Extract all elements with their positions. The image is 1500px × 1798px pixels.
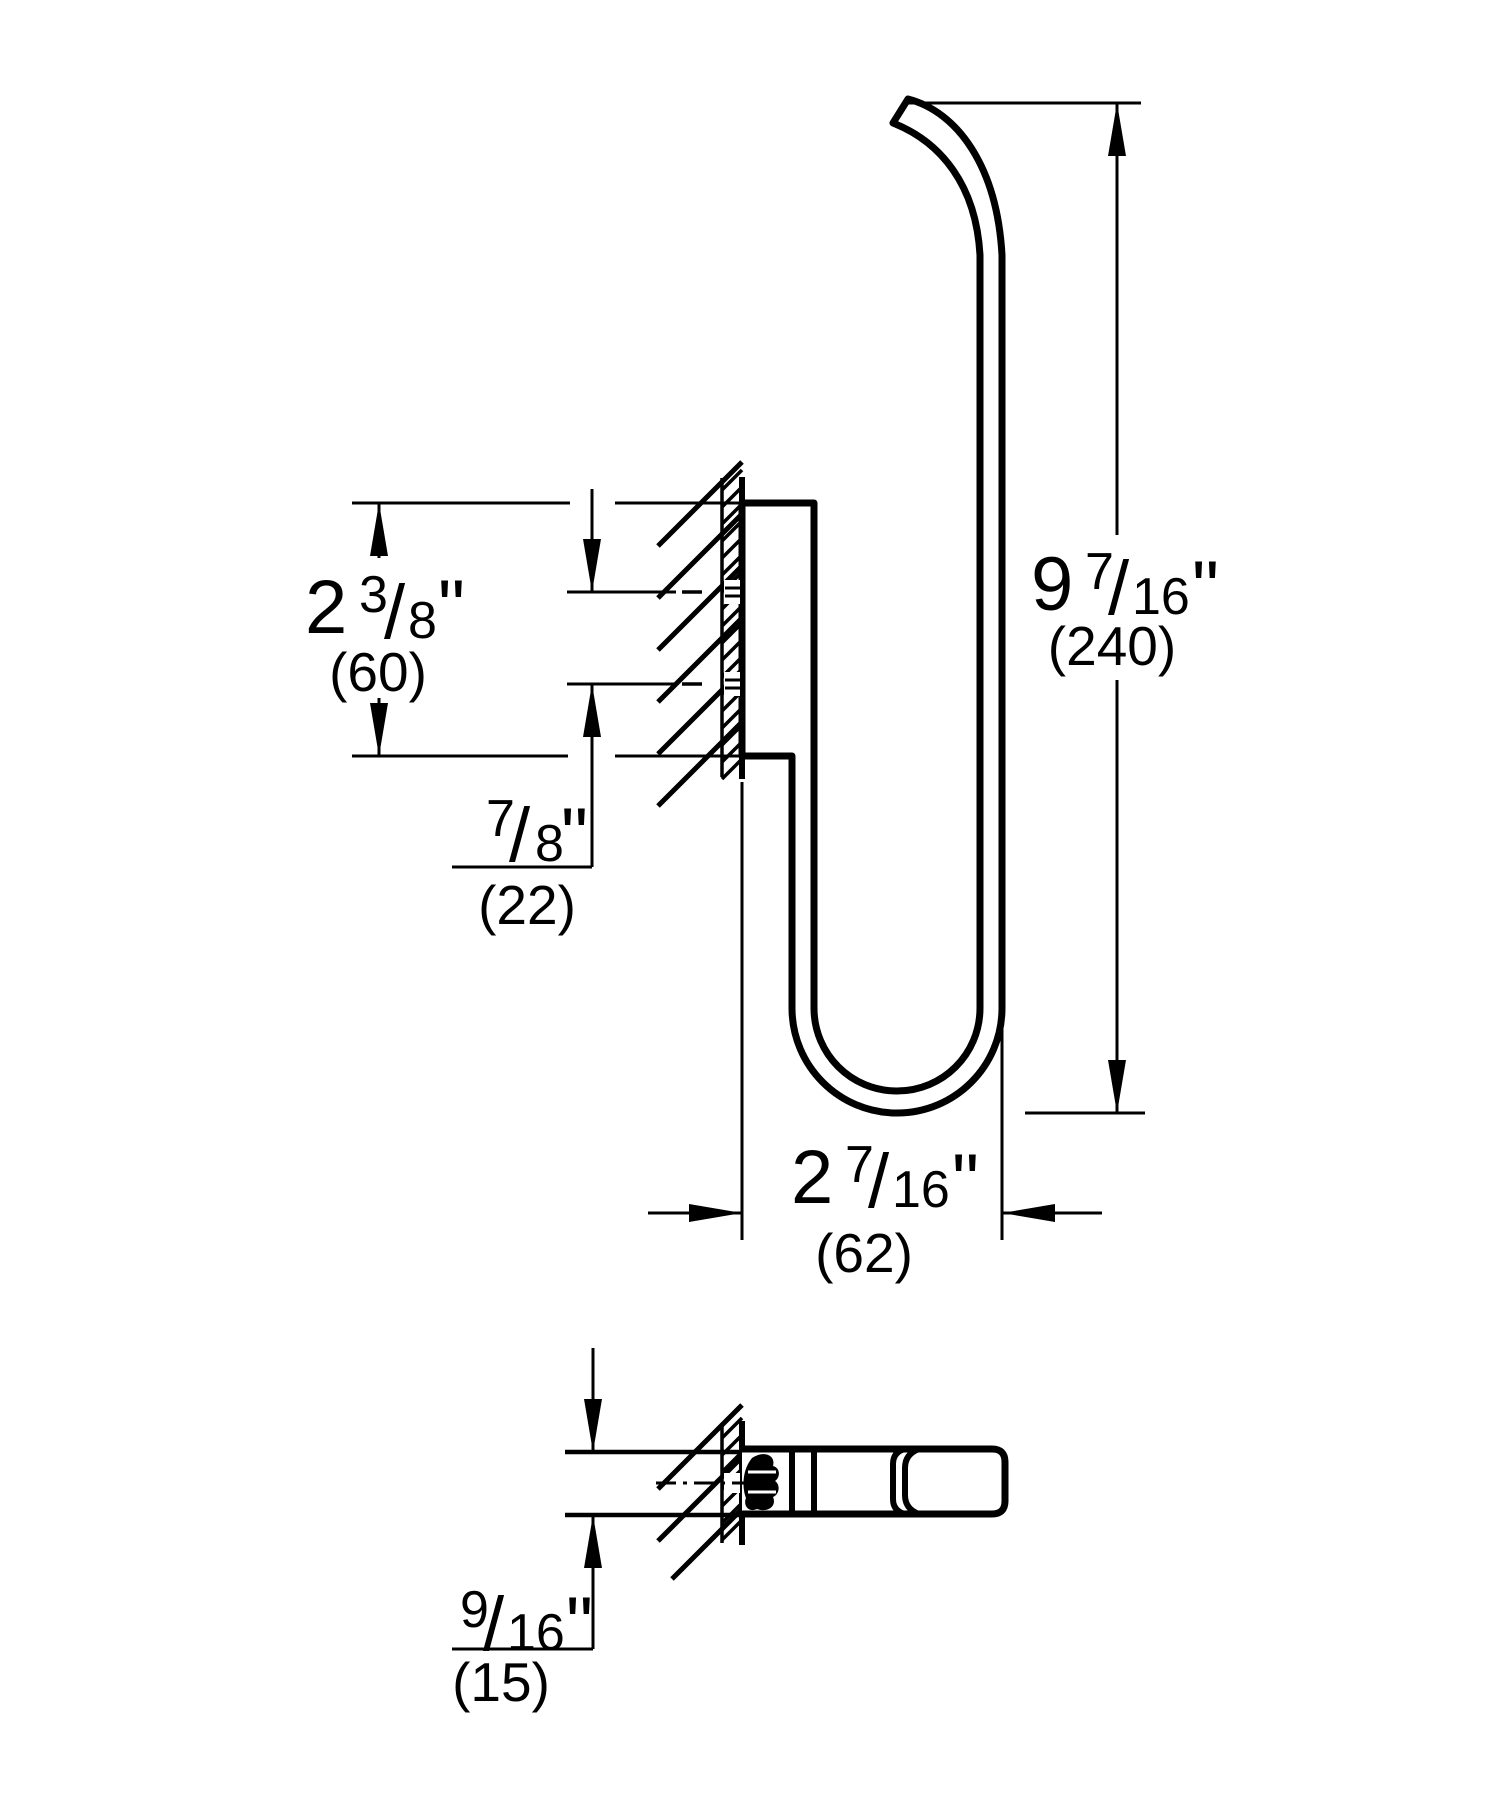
dim-metric: (60): [329, 641, 427, 703]
fraction-slash: /: [509, 793, 531, 878]
inch-mark: ": [1192, 546, 1219, 631]
inch-mark: ": [566, 1582, 593, 1667]
dim-denominator: 8: [535, 815, 564, 873]
arrow-down: [584, 1399, 602, 1452]
dim-metric: (15): [452, 1651, 550, 1713]
label-mount-height: [305, 565, 465, 703]
label-hole-spacing: [478, 790, 588, 936]
dim-denominator: 16: [1132, 568, 1190, 626]
side-view: [305, 99, 1219, 1284]
fraction-slash: /: [1108, 546, 1130, 631]
label-projection: [791, 1135, 979, 1284]
arrow-down: [583, 539, 601, 592]
fraction-slash: /: [483, 1582, 505, 1667]
inch-mark: ": [438, 565, 465, 650]
arrow-down: [1108, 1060, 1126, 1113]
dim-numerator: 7: [486, 790, 515, 848]
arrow-up: [584, 1515, 602, 1568]
label-thickness: [452, 1581, 593, 1713]
dim-metric: (62): [815, 1222, 913, 1284]
dim-metric: (240): [1047, 615, 1177, 677]
inch-mark: ": [952, 1139, 979, 1224]
hatch-gap-upper: [724, 580, 740, 604]
dim-metric: (22): [478, 874, 576, 936]
label-overall-height: [1031, 542, 1219, 677]
arrow-up: [370, 503, 388, 556]
dim-whole: 2: [305, 565, 348, 650]
dim-whole: 9: [1031, 542, 1074, 627]
dim-numerator: 7: [845, 1136, 874, 1194]
dim-whole: 2: [791, 1135, 834, 1220]
arrow-left: [1002, 1204, 1055, 1222]
arrow-down: [370, 703, 388, 756]
arrow-up: [1108, 103, 1126, 156]
dim-denominator: 16: [892, 1161, 950, 1219]
dim-denominator: 16: [507, 1604, 565, 1662]
bottom-view: [452, 1348, 1005, 1713]
inch-mark: ": [561, 793, 588, 878]
hatch-gap-lower: [724, 672, 740, 696]
dim-denominator: 8: [408, 592, 437, 650]
dim-numerator: 3: [359, 566, 388, 624]
hatch-line: [658, 722, 742, 806]
arrow-up: [583, 684, 601, 737]
dim-numerator: 9: [460, 1581, 489, 1639]
holder-profile-outline: [742, 99, 1002, 1113]
fraction-slash: /: [384, 570, 406, 655]
fraction-slash: /: [868, 1139, 890, 1224]
dim-numerator: 7: [1085, 543, 1114, 601]
holder-body-outline: [742, 1449, 1005, 1514]
arrow-right: [689, 1204, 742, 1222]
